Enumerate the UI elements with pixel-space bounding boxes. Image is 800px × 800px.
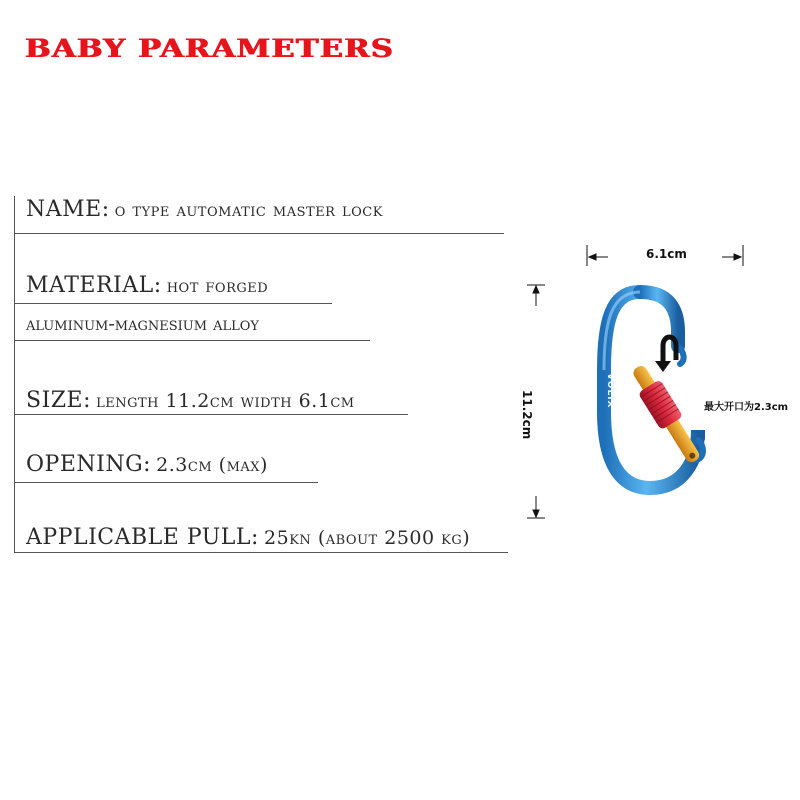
- spec-material: [26, 273, 268, 298]
- width-label: 6.1cm: [646, 247, 687, 261]
- spec-name-label: NAME:: [26, 197, 110, 222]
- spec-opening-underline: [14, 482, 318, 483]
- specs-left-rule: [14, 196, 15, 552]
- spec-material-underline: [14, 303, 332, 304]
- spec-pull-label: APPLICABLE PULL:: [26, 525, 259, 550]
- spec-name-value: o type automatic master lock: [114, 199, 383, 221]
- spec-size-value: length 11.2cm width 6.1cm: [96, 390, 355, 412]
- spec-material-value-line2: aluminum-magnesium alloy: [26, 313, 259, 335]
- spec-pull: [26, 525, 470, 550]
- spec-name-underline: [14, 233, 504, 234]
- spec-opening-label: OPENING:: [26, 452, 152, 477]
- spec-size-label: SIZE:: [26, 388, 92, 413]
- spec-size: [26, 388, 355, 413]
- spec-opening-value: 2.3cm (max): [156, 454, 268, 476]
- spec-opening: [26, 452, 268, 477]
- spec-name: [26, 197, 383, 222]
- opening-label: 最大开口为2.3cm: [704, 402, 789, 413]
- carabiner-image: [500, 230, 800, 550]
- page-title: BABY PARAMETERS: [25, 34, 395, 63]
- spec-material-underline-2: [14, 340, 370, 341]
- spec-size-underline: [14, 414, 408, 415]
- spec-material-value: hot forged: [166, 275, 269, 297]
- product-diagram: [500, 230, 800, 550]
- length-label: 11.2cm: [520, 390, 534, 440]
- spec-material-label: MATERIAL:: [26, 273, 162, 298]
- spec-pull-underline: [14, 552, 508, 553]
- brand-mark: VOLIX: [605, 373, 615, 409]
- spec-pull-value: 25kn (about 2500 kg): [264, 527, 471, 549]
